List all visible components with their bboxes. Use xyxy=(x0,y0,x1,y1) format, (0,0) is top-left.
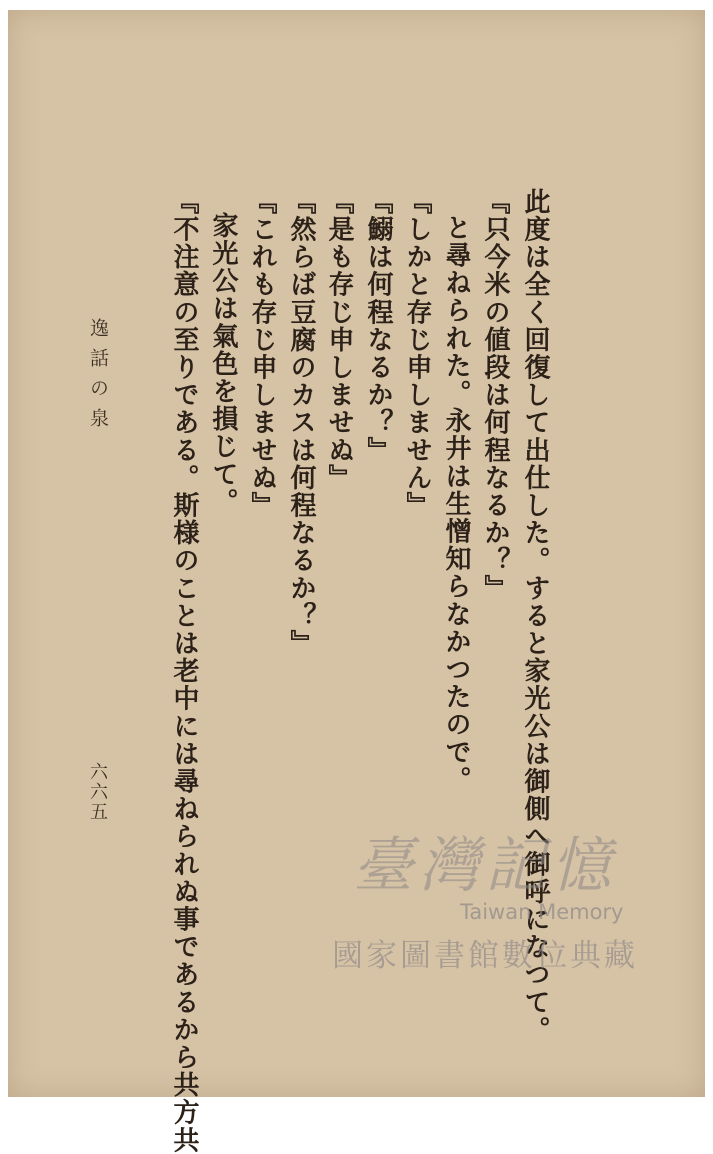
body-line: 『しかと存じ申しません』 xyxy=(402,188,432,520)
watermark-logo-text: 臺灣記憶 xyxy=(353,831,617,901)
running-head: 逸話の泉 xyxy=(87,318,109,438)
watermark-english: Taiwan Memory xyxy=(460,900,624,924)
page-number: 六六五 xyxy=(87,762,108,822)
body-line: と尋ねられた。永井は生憎知らなかつたので。 xyxy=(441,214,471,794)
body-line: 『これも存じ申しませぬ』 xyxy=(247,188,277,520)
body-line: 『是も存じ申しませぬ』 xyxy=(324,188,354,492)
watermark-chinese: 國家圖書館數位典藏 xyxy=(332,938,638,974)
watermark xyxy=(300,831,670,975)
body-line: 『只今米の値段は何程なるか？』 xyxy=(480,188,510,602)
body-line: 『然らば豆腐のカスは何程なるか？』 xyxy=(286,188,316,658)
body-line: 此度は全く回復して出仕した。すると家光公は御側へ御呼になつて。 xyxy=(520,188,550,1044)
body-line: 家光公は氣色を損じて。 xyxy=(208,212,238,516)
body-line: 『不注意の至りである。斯様のことは老中には尋ねられぬ事であるから共方共 xyxy=(169,188,199,1154)
body-line: 『鰯は何程なるか？』 xyxy=(363,188,393,464)
